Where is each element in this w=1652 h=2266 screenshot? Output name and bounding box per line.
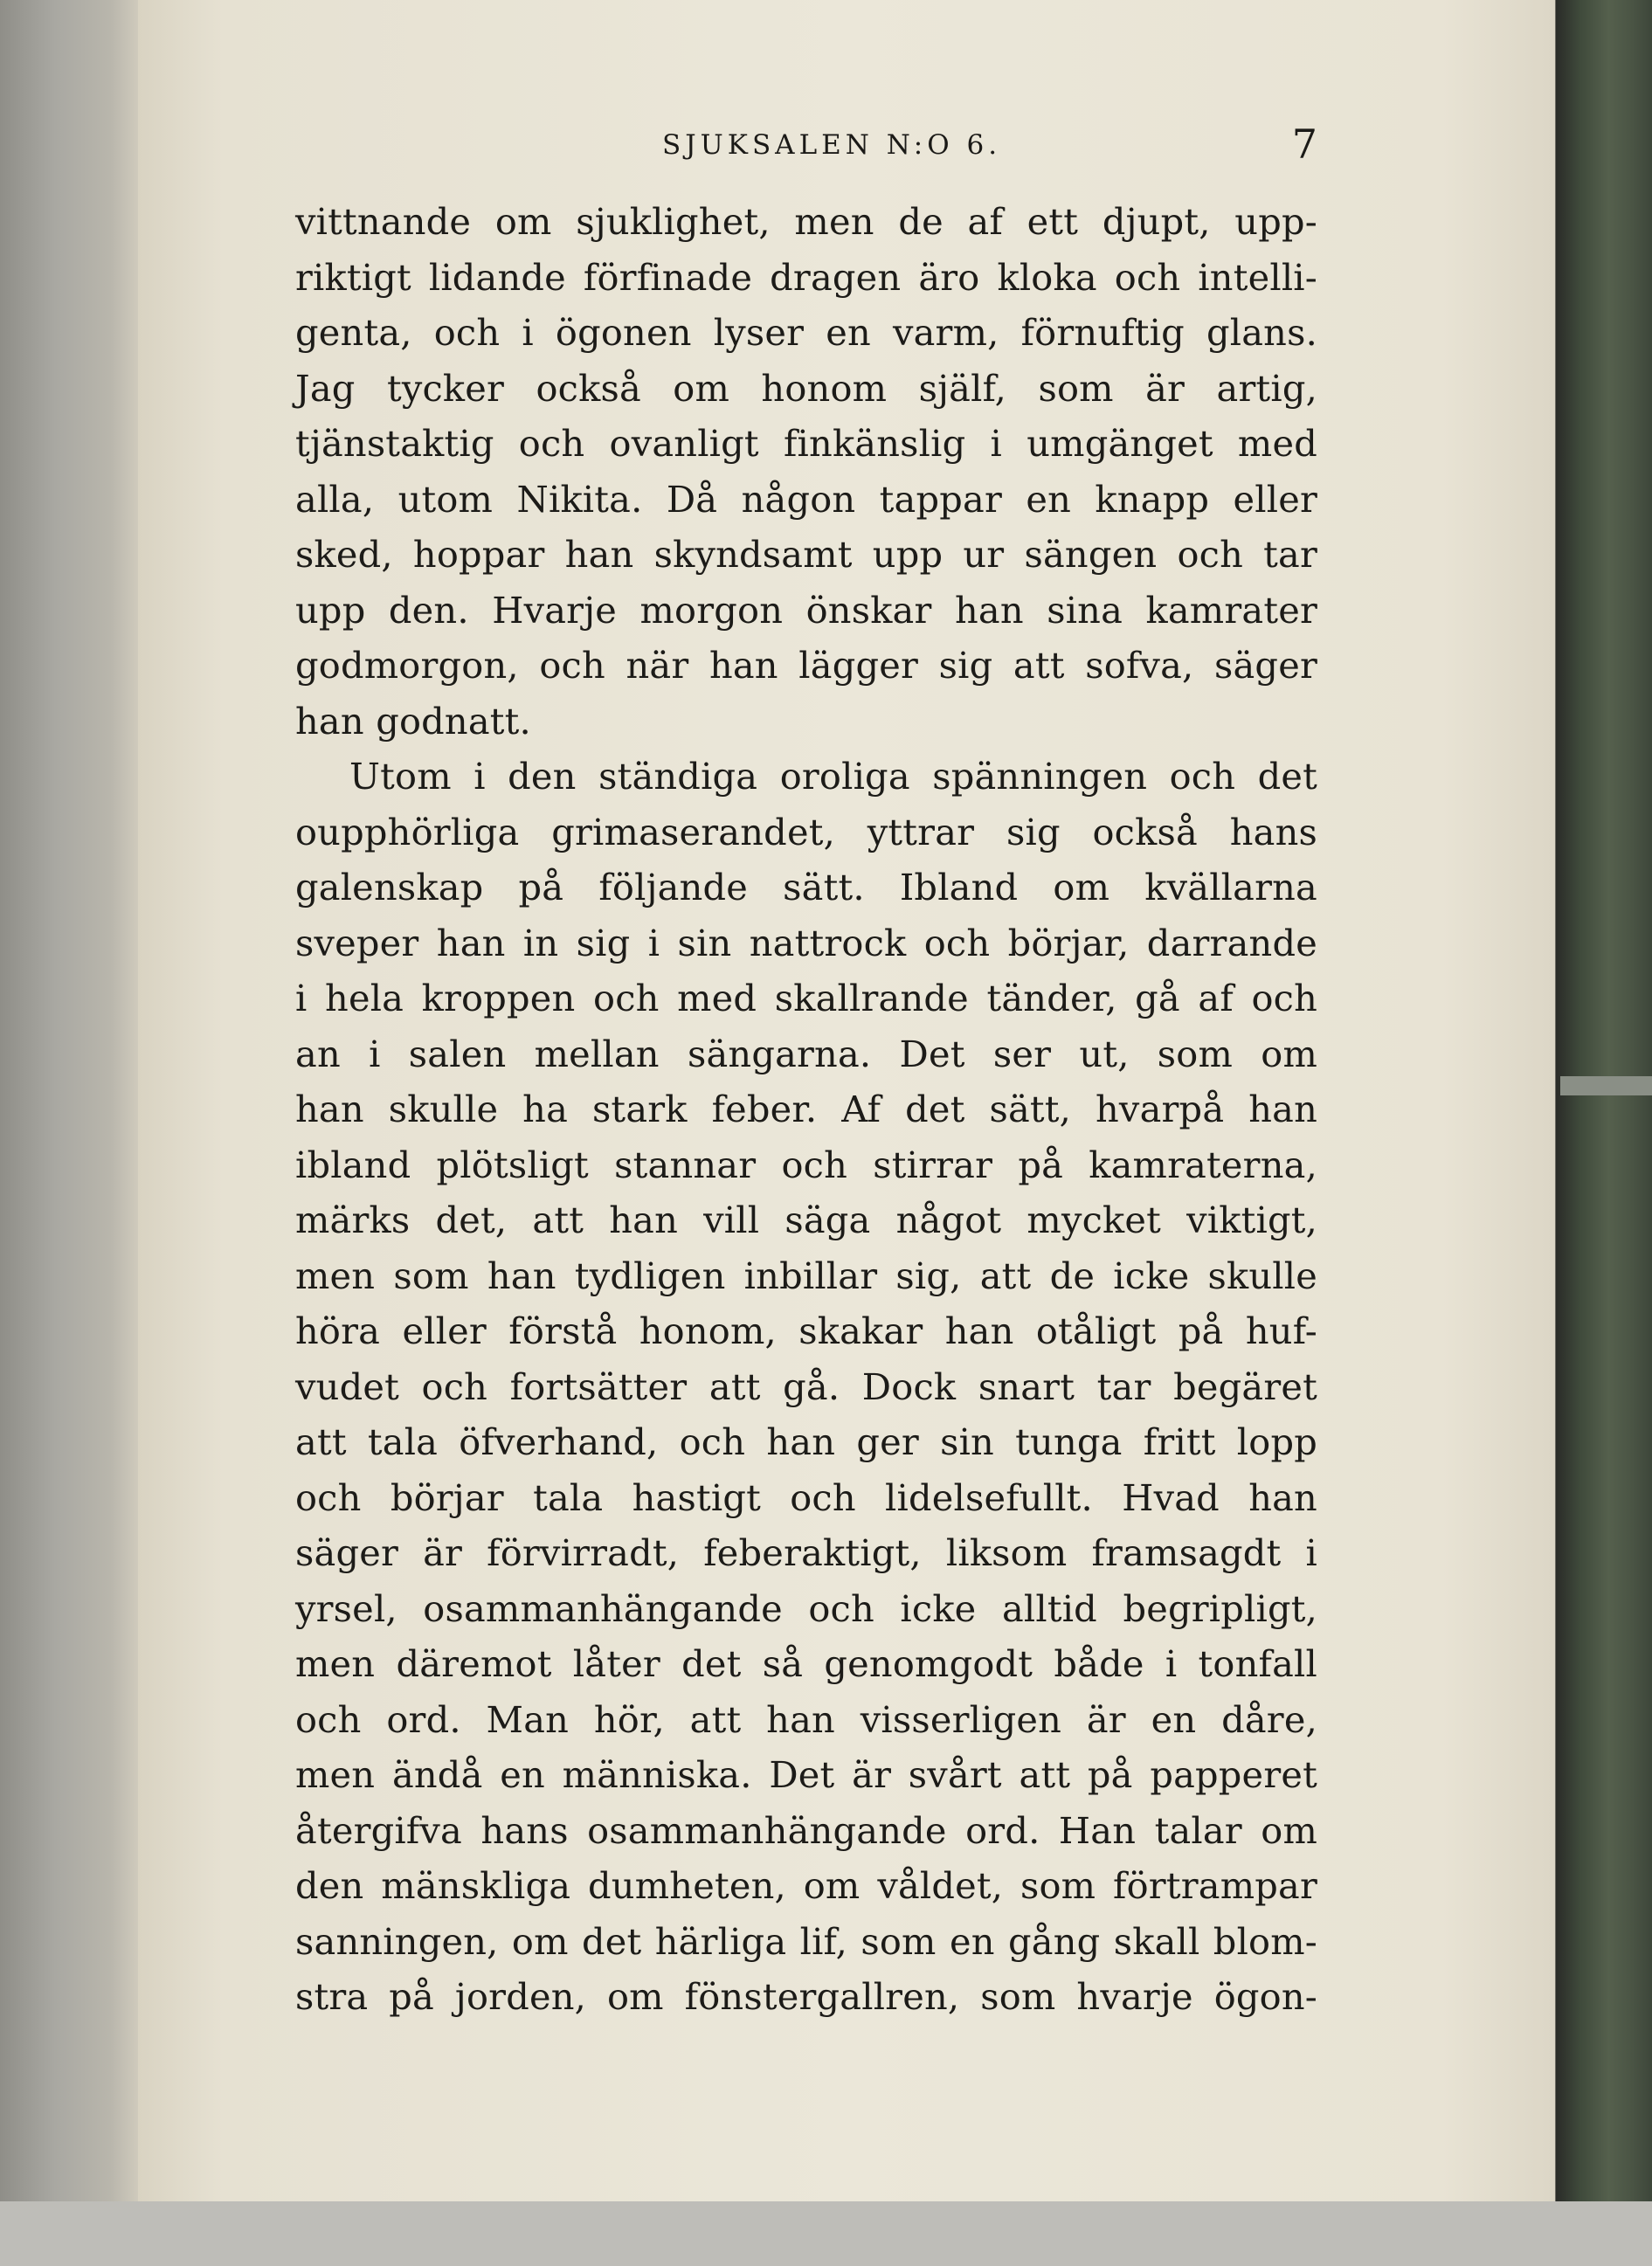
text-line: alla, utom Nikita. Då någon tappar en knapp eller [295, 477, 1317, 521]
cover-notch [1560, 1076, 1652, 1095]
text-line: upp den. Hvarje morgon önskar han sina kamrater [295, 588, 1317, 632]
text-line: att tala öfverhand, och han ger sin tunga fritt lopp [295, 1420, 1317, 1463]
page-number: 7 [1291, 121, 1317, 168]
running-head-title: SJUKSALEN N:O 6. [662, 129, 1002, 161]
text-line: tjänstaktig och ovanligt finkänslig i umgänget med [295, 422, 1317, 465]
text-line: sanningen, om det härliga lif, som en gång skall blom- [295, 1919, 1317, 1963]
text-line: riktigt lidande förfinade dragen äro kloka och intelli- [295, 255, 1317, 299]
text-line: an i salen mellan sängarna. Det ser ut, som om [295, 1032, 1317, 1075]
text-line: stra på jorden, om fönstergallren, som hvarje ögon- [295, 1975, 1317, 2018]
text-line: ibland plötsligt stannar och stirrar på kamraterna, [295, 1143, 1317, 1186]
text-line: genta, och i ögonen lyser en varm, förnuftig glans. [295, 311, 1317, 354]
text-line: höra eller förstå honom, skakar han otåligt på huf- [295, 1309, 1317, 1352]
text-line: galenskap på följande sätt. Ibland om kvällarna [295, 866, 1317, 908]
text-line: sveper han in sig i sin nattrock och börjar, darrande [295, 921, 1317, 964]
text-line: godmorgon, och när han lägger sig att sofva, säger [295, 644, 1317, 687]
text-line: den mänskliga dumheten, om våldet, som förtrampar [295, 1864, 1317, 1907]
book-cover-edge [1556, 0, 1652, 2201]
text-line: Jag tycker också om honom själf, som är artig, [295, 366, 1317, 410]
text-line: han godnatt. [295, 699, 531, 743]
text-line: sked, hoppar han skyndsamt upp ur sängen och tar [295, 533, 1317, 576]
running-head [295, 121, 1317, 168]
text-line: vudet och fortsätter att gå. Dock snart tar begäret [295, 1364, 1317, 1408]
text-line: märks det, att han vill säga något mycket viktigt, [295, 1199, 1317, 1241]
scan-bottom-margin [0, 2201, 1652, 2266]
text-line: men ändå en människa. Det är svårt att på papperet [295, 1753, 1317, 1796]
text-line: säger är förvirradt, feberaktigt, liksom framsagdt i [295, 1531, 1317, 1574]
text-line: men som han tydligen inbillar sig, att de icke skulle [295, 1254, 1317, 1297]
text-line: oupphörliga grimaserandet, yttrar sig också hans [295, 810, 1317, 853]
text-line: vittnande om sjuklighet, men de af ett djupt, upp- [295, 200, 1317, 243]
text-line: Utom i den ständiga oroliga spänningen och det [349, 755, 1317, 798]
paragraph-1 [295, 194, 1317, 749]
text-line: och ord. Man hör, att han visserligen är en dåre, [295, 1697, 1317, 1741]
text-line: han skulle ha stark feber. Af det sätt, hvarpå han [295, 1088, 1317, 1130]
text-line: återgifva hans osammanhängande ord. Han talar om [295, 1808, 1317, 1852]
text-line: i hela kroppen och med skallrande tänder, gå af och [295, 977, 1317, 1019]
text-line: och börjar tala hastigt och lidelsefullt. Hvad han [295, 1475, 1317, 1519]
binding-gutter [0, 0, 138, 2201]
body-text [295, 194, 1317, 2025]
text-line: yrsel, osammanhängande och icke alltid begripligt, [295, 1586, 1317, 1630]
paragraph-2 [295, 749, 1317, 2025]
text-line: men däremot låter det så genomgodt både i tonfall [295, 1642, 1317, 1685]
